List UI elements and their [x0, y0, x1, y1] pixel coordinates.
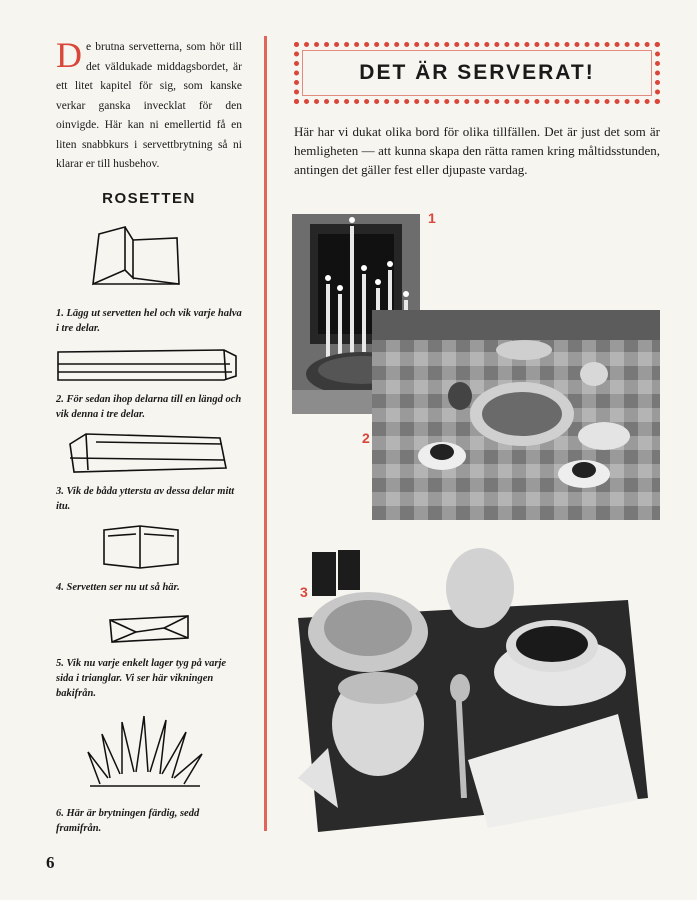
fold-illustration-2 [54, 342, 240, 386]
fold-illustration-3 [66, 430, 230, 476]
step-1-text: 1. Lägg ut servetten hel och vik varje halva i tre delar. [56, 308, 242, 334]
article-lead: Här har vi dukat olika bord för olika tillfällen. Det är just det som är hemligheten — att kunna skapa den rätta ramen kring måltidsstunden, antingen det gäller fest eller djupaste vardag. [294, 124, 660, 177]
step-6-text: 6. Här är brytningen färdig, sedd framifrån. [56, 808, 200, 834]
step-2-text: 2. För sedan ihop delarna till en längd och vik denna i tre delar. [56, 394, 242, 420]
drop-cap: D [56, 35, 82, 75]
step-4-text: 4. Servetten ser nu ut så här. [56, 582, 180, 593]
photo-number-3: 3 [300, 584, 308, 600]
step-5-text: 5. Vik nu varje enkelt lager tyg på varje sida i trianglar. Vi ser här vikningen bakifrån. [56, 658, 227, 699]
article-title-box [294, 42, 660, 104]
fold-illustration-1 [85, 222, 185, 292]
photo-breakfast-table [372, 310, 660, 520]
fold-illustration-4 [100, 522, 182, 570]
page-number: 6 [46, 853, 55, 872]
rosetten-heading: ROSETTEN [102, 190, 196, 207]
fold-illustration-6 [80, 712, 210, 792]
photo-coffee-tray [288, 548, 660, 836]
fold-illustration-5 [106, 606, 192, 646]
step-3-text: 3. Vik de båda yttersta av dessa delar mitt itu. [56, 486, 235, 512]
intro-paragraph [56, 35, 242, 175]
column-divider [264, 36, 267, 831]
intro-text: e brutna servetterna, som hör till det väldukade middagsbordet, är ett litet kapitel för sig, som kanske verkar ganska invecklat för den oinvigde. Här kan ni emellertid få en liten snabbkurs i servettbrytning så ni klarar er till husbehov. [56, 41, 242, 170]
article-title: DET ÄR SERVERAT! [359, 61, 595, 84]
photo-number-1: 1 [428, 210, 436, 226]
photo-number-2: 2 [362, 430, 370, 446]
